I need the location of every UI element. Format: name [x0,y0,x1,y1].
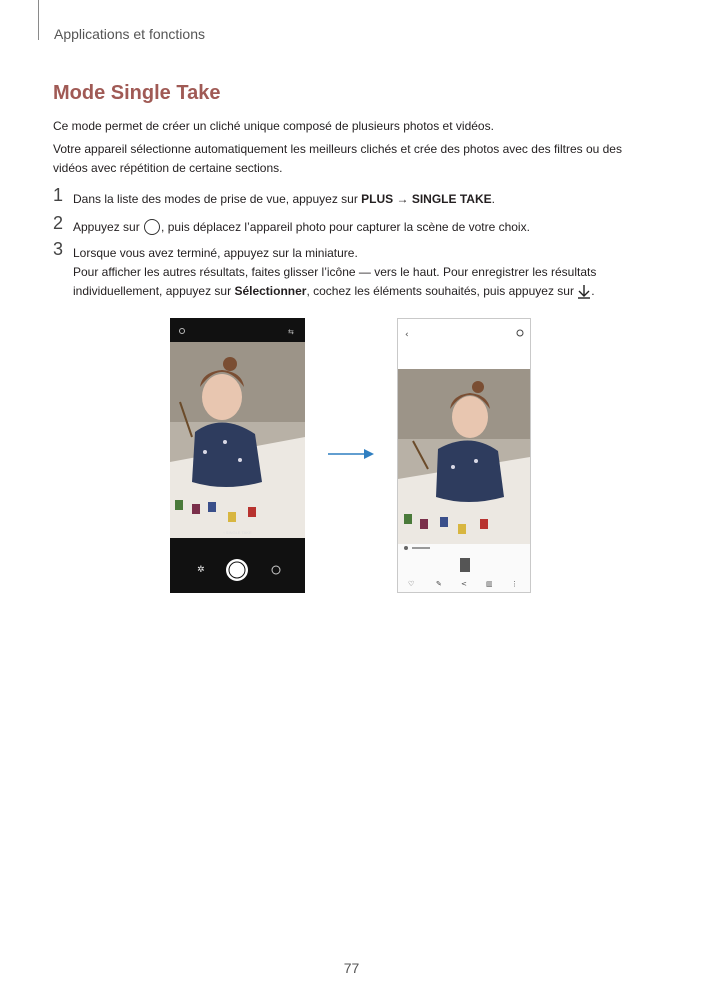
step-bold: Sélectionner [234,284,307,298]
svg-text:♡: ♡ [408,580,415,588]
camera-preview-photo [170,342,305,538]
page-title: Mode Single Take [53,82,221,104]
page-number: 77 [343,960,360,976]
step-text-mid: , cochez les éléments souhaités, puis appuyez sur [306,284,578,298]
transition-arrow-icon [326,447,376,461]
intro-paragraph-2: Votre appareil sélectionne automatiquement les meilleurs clichés et crée des photos avec des filtres ou des vidéos avec répétition de certaine sections. [53,142,622,175]
gallery-bottom [398,544,530,593]
gallery-screenshot [397,318,531,593]
intro-paragraph-1: Ce mode permet de créer un cliché unique composé de plusieurs photos et vidéos. [53,119,494,133]
mode-label: ‹ SINGLE TAKE [223,530,252,535]
svg-text:✎: ✎ [436,580,442,588]
step-2 [53,213,653,237]
step-text: Appuyez sur [73,220,144,234]
svg-text:✲: ✲ [197,565,205,575]
gallery-top-bar [398,319,530,349]
step-bold: PLUS → SINGLE TAKE [361,192,492,206]
step-text-end: . [491,192,495,206]
camera-screenshot [170,318,305,593]
header-rule [38,0,39,40]
step-number: 3 [53,239,64,259]
shutter-icon [144,219,160,235]
svg-text:⇆: ⇆ [288,328,294,336]
svg-text:‹: ‹ [405,330,409,340]
step-number: 2 [53,213,64,233]
section-header: Applications et fonctions [54,26,205,42]
step-text: Pour afficher les autres résultats, faites glisser l’icône — vers le haut. Pour enregistrer les résultats individuellement, appuyez sur [73,265,597,298]
camera-top-bar [170,320,305,342]
svg-text:⋮: ⋮ [511,580,518,588]
step-text-end: , puis déplacez l’appareil photo pour capturer la scène de votre choix. [161,220,530,234]
step-1 [53,185,653,209]
step-text: Dans la liste des modes de prise de vue, appuyez sur [73,192,362,206]
camera-controls [170,540,305,590]
gallery-photo [398,369,530,544]
svg-text:▥: ▥ [486,580,493,588]
step-number: 1 [53,185,64,205]
step-text-line1: Lorsque vous avez terminé, appuyez sur la miniature. [73,246,358,260]
download-icon [577,284,591,299]
svg-text:<: < [461,580,467,588]
step-text-end: . [591,284,595,298]
step-3 [53,239,653,301]
